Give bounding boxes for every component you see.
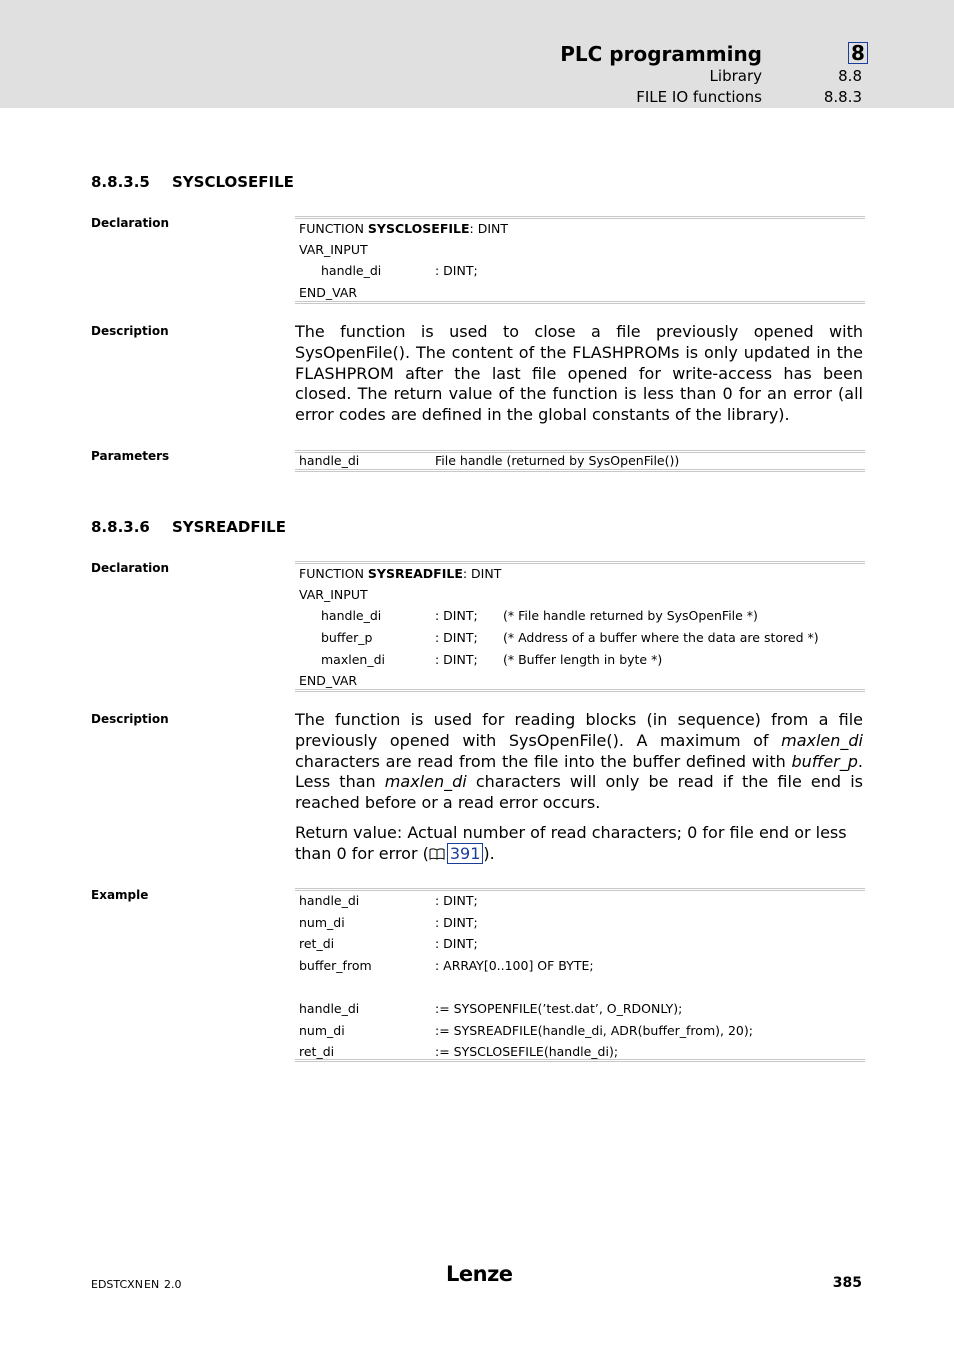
example-stmt-expression: := SYSOPENFILE(’test.dat’, O_RDONLY); [435, 1001, 683, 1016]
lenze-logo: Lenze [446, 1262, 513, 1286]
section-number-sysreadfile: 8.8.3.6 [91, 518, 150, 536]
declaration-box-sysclosefile [295, 216, 865, 304]
example-var-name: num_di [299, 915, 345, 930]
declaration-param-name: buffer_p [321, 630, 373, 645]
declaration-function-line: FUNCTION SYSREADFILE: DINT [299, 566, 502, 581]
example-stmt-target: ret_di [299, 1044, 335, 1059]
footer-doc-id: EDSTCXN [91, 1278, 143, 1291]
chapter-title: PLC programming [560, 42, 762, 66]
section-label: Library [709, 67, 762, 85]
description-label: Description [91, 324, 169, 338]
declaration-param-type: : DINT; [435, 630, 478, 645]
parameter-name: handle_di [299, 453, 360, 468]
declaration-param-name: handle_di [321, 608, 382, 623]
footer-language: EN [144, 1278, 160, 1291]
parameters-table [295, 450, 865, 472]
chapter-number-link[interactable]: 8 [848, 42, 868, 64]
example-stmt-target: handle_di [299, 1001, 360, 1016]
example-stmt-target: num_di [299, 1023, 345, 1038]
subsection-number: 8.8.3 [823, 88, 862, 106]
declaration-box-sysreadfile [295, 561, 865, 692]
example-stmt-expression: := SYSCLOSEFILE(handle_di); [435, 1044, 619, 1059]
example-var-name: buffer_from [299, 958, 372, 973]
declaration-param-type: : DINT; [435, 608, 478, 623]
declaration-param-name: maxlen_di [321, 652, 385, 667]
book-icon [429, 848, 445, 860]
page-reference-link[interactable]: 391 [447, 843, 484, 864]
parameters-label: Parameters [91, 449, 170, 463]
declaration-label: Declaration [91, 561, 170, 575]
declaration-var-input: VAR_INPUT [299, 242, 368, 257]
page-header-band [0, 0, 954, 108]
declaration-label: Declaration [91, 216, 170, 230]
footer-version: 2.0 [164, 1278, 182, 1291]
declaration-end-var: END_VAR [299, 673, 358, 688]
example-code-box [295, 888, 865, 1062]
example-var-type: : DINT; [435, 915, 478, 930]
description-text-sysclosefile: The function is used to close a file previously opened with SysOpenFile(). The content of the FLASHPROMs is only updated in the FLASHPROM after the last file opened for write-access has been closed. The return value of the function is less than 0 for an error (all error codes are defined in the global constants of the library). [295, 322, 863, 425]
section-number-sysclosefile: 8.8.3.5 [91, 173, 150, 191]
declaration-param-comment: (* Address of a buffer where the data are stored *) [503, 630, 819, 645]
example-var-type: : ARRAY[0..100] OF BYTE; [435, 958, 594, 973]
page-number: 385 [832, 1275, 862, 1291]
example-var-type: : DINT; [435, 936, 478, 951]
declaration-param-type: : DINT; [435, 652, 478, 667]
declaration-param-name: handle_di [321, 263, 382, 278]
parameter-description: File handle (returned by SysOpenFile()) [435, 453, 680, 468]
declaration-param-comment: (* File handle returned by SysOpenFile *) [503, 608, 758, 623]
section-heading-sysclosefile: SYSCLOSEFILE [172, 173, 294, 191]
declaration-var-input: VAR_INPUT [299, 587, 368, 602]
example-var-type: : DINT; [435, 893, 478, 908]
description-label: Description [91, 712, 169, 726]
subsection-label: FILE IO functions [636, 88, 762, 106]
example-var-name: handle_di [299, 893, 360, 908]
declaration-param-type: : DINT; [435, 263, 478, 278]
return-value-text: Return value: Actual number of read characters; 0 for file end or less than 0 for error ( 391 ). [295, 823, 847, 863]
example-label: Example [91, 888, 149, 902]
section-heading-sysreadfile: SYSREADFILE [172, 518, 286, 536]
declaration-param-comment: (* Buffer length in byte *) [503, 652, 663, 667]
declaration-function-line: FUNCTION SYSCLOSEFILE: DINT [299, 221, 509, 236]
example-var-name: ret_di [299, 936, 335, 951]
section-number: 8.8 [838, 67, 862, 85]
example-stmt-expression: := SYSREADFILE(handle_di, ADR(buffer_from), 20); [435, 1023, 753, 1038]
description-text-sysreadfile: The function is used for reading blocks (in sequence) from a file previously opened with SysOpenFile(). A maximum of maxlen_di characters are read from the file into the buffer defined with buffer_p. Less than maxlen_di characters will only be read if the file end is reached before or a read error occurs. [295, 710, 863, 813]
declaration-end-var: END_VAR [299, 285, 358, 300]
